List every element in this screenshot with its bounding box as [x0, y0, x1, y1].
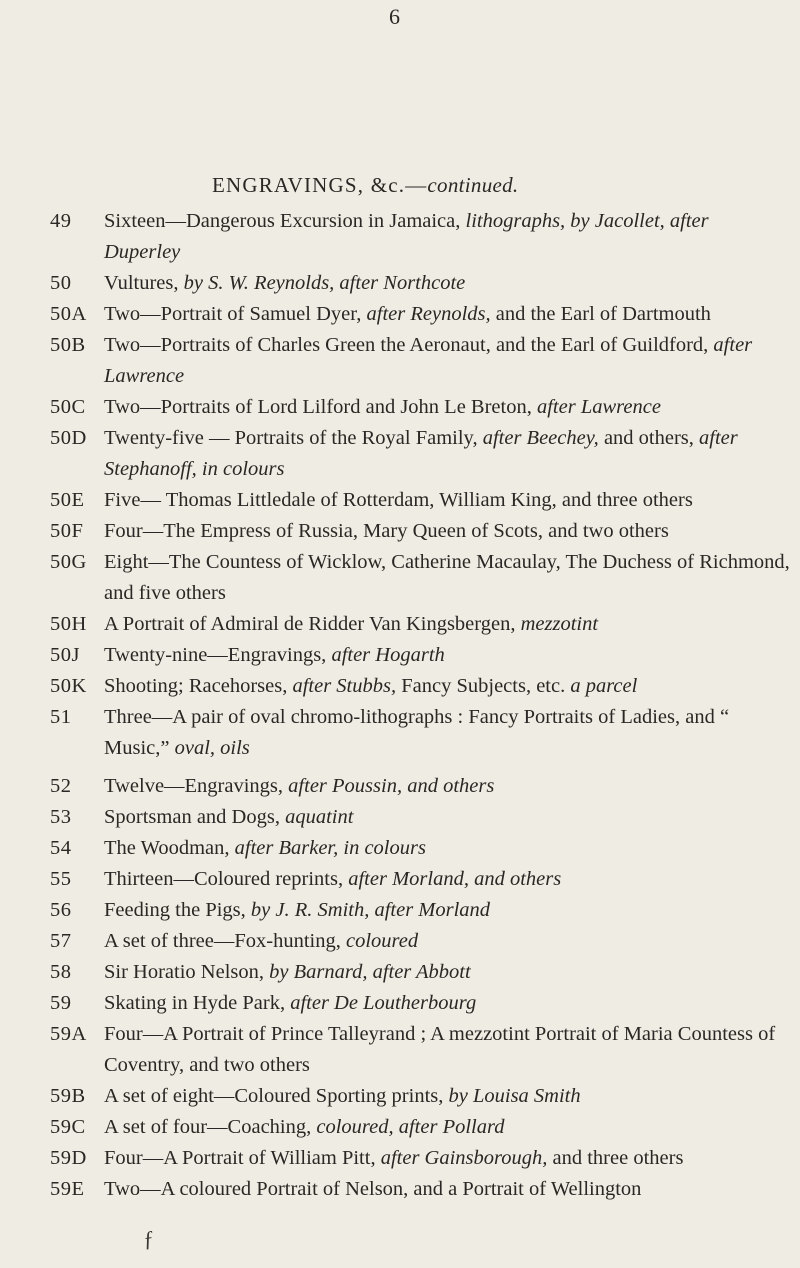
lot-entry	[44, 957, 790, 988]
lot-attribution: after Barker, in colours	[234, 837, 426, 859]
lot-number: 58	[50, 961, 72, 983]
lot-title: Three—A pair of oval chromo-lithographs : Fancy Portraits of Ladies, and “ Music,”	[104, 706, 730, 759]
lot-attribution: after Gainsborough,	[380, 1147, 548, 1169]
handwritten-mark: ƒ	[141, 1225, 156, 1252]
lot-description	[104, 330, 790, 392]
lot-attribution: by Louisa Smith	[448, 1085, 581, 1107]
lot-description	[104, 547, 790, 609]
lot-description	[104, 485, 790, 516]
lot-entry	[44, 833, 790, 864]
lot-title: Skating in Hyde Park,	[104, 992, 291, 1014]
lot-entry	[44, 864, 790, 895]
lot-entry	[44, 516, 790, 547]
lot-attribution: by S. W. Reynolds, after Northcote	[183, 272, 466, 294]
lot-entry	[44, 671, 790, 702]
lot-entry	[44, 268, 790, 299]
lot-entry	[44, 640, 790, 671]
lot-attribution: after Poussin, and others	[288, 775, 495, 797]
lot-description	[104, 268, 790, 299]
lot-attribution: after Stubbs,	[292, 675, 397, 697]
lot-title: Two—Portraits of Charles Green the Aeronaut, and the Earl of Guildford,	[104, 334, 714, 356]
lot-number: 50	[50, 272, 72, 294]
lot-number: 59D	[50, 1147, 87, 1169]
lot-description	[104, 1112, 790, 1143]
lot-attribution: by J. R. Smith, after Morland	[250, 899, 491, 921]
lot-number: 55	[50, 868, 72, 890]
lot-description	[104, 609, 790, 640]
lot-number: 50G	[50, 551, 87, 573]
lot-title: Twenty-nine—Engravings,	[104, 644, 332, 666]
lot-description	[104, 895, 790, 926]
lot-number: 59A	[50, 1023, 87, 1045]
lot-attribution: after Morland, and others	[348, 868, 562, 890]
lot-description	[104, 640, 790, 671]
lot-entry	[44, 485, 790, 516]
lot-number: 59C	[50, 1116, 86, 1138]
lot-entry	[44, 988, 790, 1019]
lot-title: Five— Thomas Littledale of Rotterdam, William King, and three others	[104, 489, 693, 511]
lot-title: and others,	[598, 427, 700, 449]
lot-number: 57	[50, 930, 72, 952]
lot-entry	[44, 895, 790, 926]
lot-entry	[44, 609, 790, 640]
lot-description	[104, 206, 790, 268]
lot-title: Twenty-five — Portraits of the Royal Family,	[104, 427, 483, 449]
lot-title: Four—A Portrait of Prince Talleyrand ; A mezzotint Portrait of Maria Countess of Coventry, and two others	[104, 1023, 776, 1076]
lot-entry	[44, 299, 790, 330]
lot-attribution: coloured, after Pollard	[316, 1116, 505, 1138]
lot-attribution: after Lawrence	[536, 396, 661, 418]
lot-description	[104, 864, 790, 895]
lot-entry	[44, 1112, 790, 1143]
lot-number: 50D	[50, 427, 87, 449]
lot-attribution: after Hogarth	[331, 644, 445, 666]
lot-number: 59B	[50, 1085, 86, 1107]
lot-description	[104, 1019, 790, 1081]
lot-title: A set of eight—Coloured Sporting prints,	[104, 1085, 449, 1107]
lot-entry	[44, 1174, 790, 1205]
lot-title: Vultures,	[104, 272, 184, 294]
lot-title: Two—Portrait of Samuel Dyer,	[104, 303, 367, 325]
lot-entry	[44, 1143, 790, 1174]
lot-number: 50E	[50, 489, 85, 511]
lot-description	[104, 392, 790, 423]
lot-attribution: after Beechey,	[482, 427, 599, 449]
lot-description	[104, 1174, 790, 1205]
lot-description	[104, 802, 790, 833]
lot-number: 50K	[50, 675, 87, 697]
lot-title: Sir Horatio Nelson,	[104, 961, 270, 983]
lot-entry	[44, 771, 790, 802]
lot-title: and the Earl of Dartmouth	[490, 303, 711, 325]
lot-entry	[44, 702, 790, 764]
lot-entry	[44, 926, 790, 957]
lot-entry	[44, 392, 790, 423]
lot-number: 53	[50, 806, 72, 828]
lot-title: Two—Portraits of Lord Lilford and John Le Breton,	[104, 396, 537, 418]
lot-description	[104, 833, 790, 864]
lot-title: Feeding the Pigs,	[104, 899, 251, 921]
lot-title: Four—A Portrait of William Pitt,	[104, 1147, 381, 1169]
lot-number: 52	[50, 775, 72, 797]
lot-number: 50A	[50, 303, 87, 325]
lot-description	[104, 771, 790, 802]
lot-title: Thirteen—Coloured reprints,	[104, 868, 349, 890]
lot-entry	[44, 1019, 790, 1081]
lot-description	[104, 988, 790, 1019]
section-heading	[212, 173, 518, 198]
lot-title: Sportsman and Dogs,	[104, 806, 286, 828]
lot-attribution: after De Loutherbourg	[290, 992, 477, 1014]
lot-description	[104, 1081, 790, 1112]
lot-title: and three others	[547, 1147, 684, 1169]
heading-main: ENGRAVINGS, &c.—	[212, 173, 428, 197]
lot-description	[104, 1143, 790, 1174]
lot-attribution: after Lawrence	[104, 334, 753, 387]
lot-number: 54	[50, 837, 72, 859]
lot-title: Twelve—Engravings,	[104, 775, 289, 797]
lot-title: A set of four—Coaching,	[104, 1116, 317, 1138]
lot-attribution: lithographs, by Jacollet, after Duperley	[104, 210, 709, 263]
lot-number: 49	[50, 210, 72, 232]
lot-number: 50C	[50, 396, 86, 418]
lot-title: The Woodman,	[104, 837, 235, 859]
lot-attribution: after Reynolds,	[366, 303, 491, 325]
lot-title: Shooting; Racehorses,	[104, 675, 293, 697]
lot-description	[104, 423, 790, 485]
lot-description	[104, 516, 790, 547]
lot-number: 51	[50, 706, 72, 728]
lot-attribution: aquatint	[285, 806, 354, 828]
lot-description	[104, 702, 790, 764]
lot-attribution: oval, oils	[174, 737, 250, 759]
lot-entry	[44, 1081, 790, 1112]
lot-number: 59	[50, 992, 72, 1014]
lot-description	[104, 926, 790, 957]
lot-title: Sixteen—Dangerous Excursion in Jamaica,	[104, 210, 466, 232]
lot-attribution: coloured	[346, 930, 419, 952]
lot-title: Eight—The Countess of Wicklow, Catherine Macaulay, The Duchess of Richmond, and five others	[104, 551, 790, 604]
lot-number: 59E	[50, 1178, 85, 1200]
heading-continued: continued.	[427, 173, 519, 197]
lot-title: Two—A coloured Portrait of Nelson, and a Portrait of Wellington	[104, 1178, 642, 1200]
lot-number: 50F	[50, 520, 84, 542]
lot-title: A Portrait of Admiral de Ridder Van Kingsbergen,	[104, 613, 521, 635]
lot-title: Fancy Subjects, etc.	[396, 675, 571, 697]
lot-attribution: by Barnard, after Abbott	[269, 961, 471, 983]
lot-attribution: a parcel	[570, 675, 638, 697]
lot-title: Four—The Empress of Russia, Mary Queen of Scots, and two others	[104, 520, 669, 542]
lot-number: 50J	[50, 644, 80, 666]
lot-number: 50H	[50, 613, 87, 635]
lot-entry	[44, 330, 790, 392]
lot-attribution: after Stephanoff, in colours	[104, 427, 738, 480]
lot-entry	[44, 802, 790, 833]
lot-entry	[44, 547, 790, 609]
page-number: 6	[389, 4, 401, 29]
lot-entry	[44, 423, 790, 485]
lot-description	[104, 957, 790, 988]
lot-attribution: mezzotint	[520, 613, 599, 635]
lot-description	[104, 299, 790, 330]
lot-entry	[44, 206, 790, 268]
lot-title: A set of three—Fox-hunting,	[104, 930, 346, 952]
lot-number: 56	[50, 899, 72, 921]
lot-list	[44, 206, 790, 1205]
lot-description	[104, 671, 790, 702]
lot-number: 50B	[50, 334, 86, 356]
